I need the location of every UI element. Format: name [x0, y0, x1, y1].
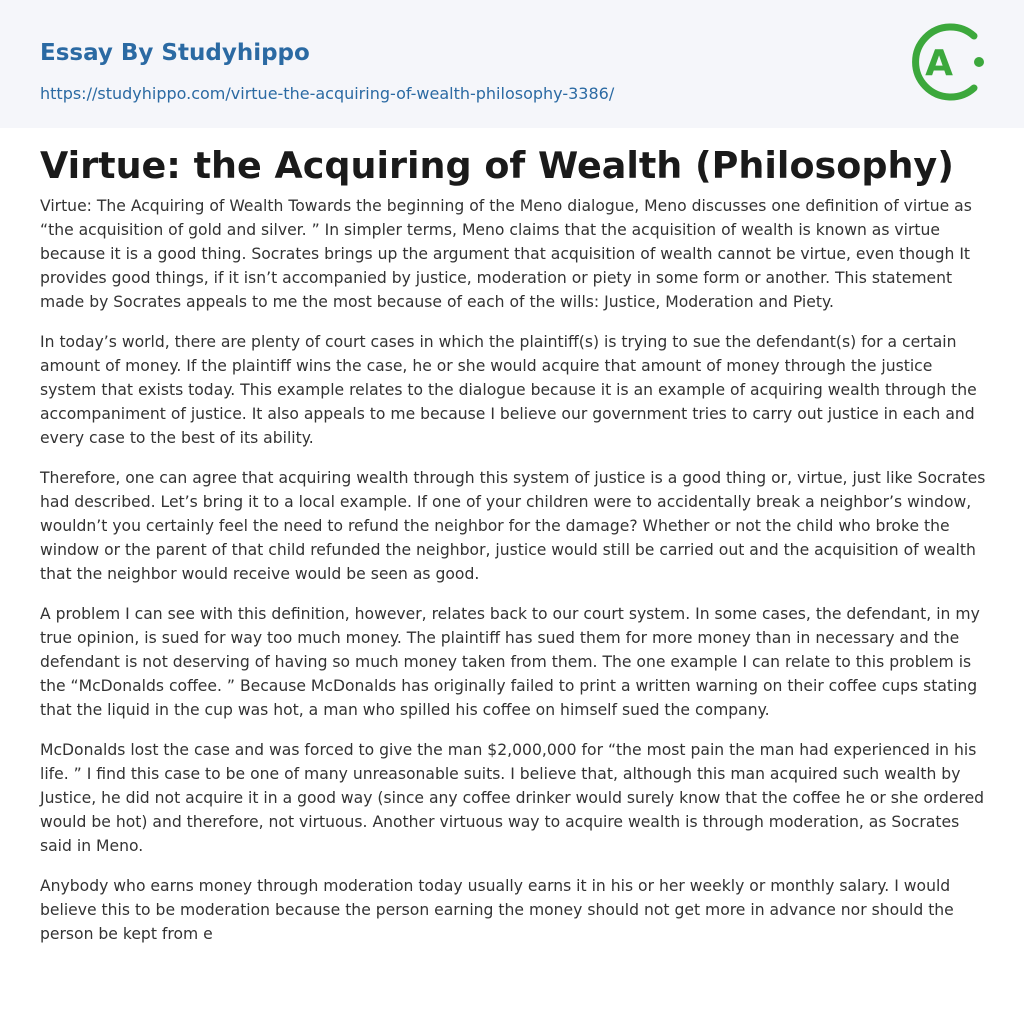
logo-dot — [974, 57, 984, 67]
essay-paragraph: In today’s world, there are plenty of court cases in which the plaintiff(s) is trying to sue the defendant(s) for a certain amount of money. If the plaintiff wins the case, he or she would acquire that amount of money through the justice system that exists today. This example relates to the dialogue because it is an example of acquiring wealth through the accompaniment of justice. It also appeals to me because I believe our government tries to carry out justice in each and every case to the best of its ability. — [40, 333, 977, 447]
essay-body — [40, 194, 988, 962]
logo-letter: A — [925, 43, 953, 84]
brand-name: Essay By Studyhippo — [40, 40, 310, 66]
essay-title: Virtue: the Acquiring of Wealth (Philosophy) — [40, 144, 954, 187]
essay-paragraph: McDonalds lost the case and was forced to give the man $2,000,000 for “the most pain the man had experienced in his life. ” I find this case to be one of many unreasonable suits. I believe that, although this man acquired such wealth by Justice, he did not acquire it in a good way (since any coffee drinker would surely know that the coffee he or she ordered would be hot) and therefore, not virtuous. Another virtuous way to acquire wealth is through moderation, as Socrates said in Meno. — [40, 741, 985, 855]
essay-paragraph: Anybody who earns money through moderation today usually earns it in his or her weekly or monthly salary. I would believe this to be moderation because the person earning the money should not get more in advance nor should the person be kept from e — [40, 877, 954, 943]
essay-url-link[interactable]: https://studyhippo.com/virtue-the-acquiring-of-wealth-philosophy-3386/ — [40, 84, 615, 103]
essay-paragraph: Therefore, one can agree that acquiring wealth through this system of justice is a good thing or, virtue, just like Socrates had described. Let’s bring it to a local example. If one of your children were to accidentally break a neighbor’s window, wouldn’t you certainly feel the need to refund the neighbor for the damage? Whether or not the child who broke the window or the parent of that child refunded the neighbor, justice would still be carried out and the acquisition of wealth that the neighbor would receive would be seen as good. — [40, 469, 986, 583]
site-header — [0, 0, 1024, 128]
studyhippo-logo-icon[interactable] — [912, 18, 988, 106]
essay-paragraph: A problem I can see with this definition, however, relates back to our court system. In some cases, the defendant, in my true opinion, is sued for way too much money. The plaintiff has sued them for more money than in necessary and the defendant is not deserving of having so much money taken from them. The one example I can relate to this problem is the “McDonalds coffee. ” Because McDonalds has originally failed to print a written warning on their coffee cups stating that the liquid in the cup was hot, a man who spilled his coffee on himself sued the company. — [40, 605, 980, 719]
essay-paragraph: Virtue: The Acquiring of Wealth Towards the beginning of the Meno dialogue, Meno discusses one definition of virtue as “the acquisition of gold and silver. ” In simpler terms, Meno claims that the acquisition of wealth is known as virtue because it is a good thing. Socrates brings up the argument that acquisition of wealth cannot be virtue, even though It provides good things, if it isn’t accompanied by justice, moderation or piety in some form or another. This statement made by Socrates appeals to me the most because of each of the wills: Justice, Moderation and Piety. — [40, 197, 972, 311]
